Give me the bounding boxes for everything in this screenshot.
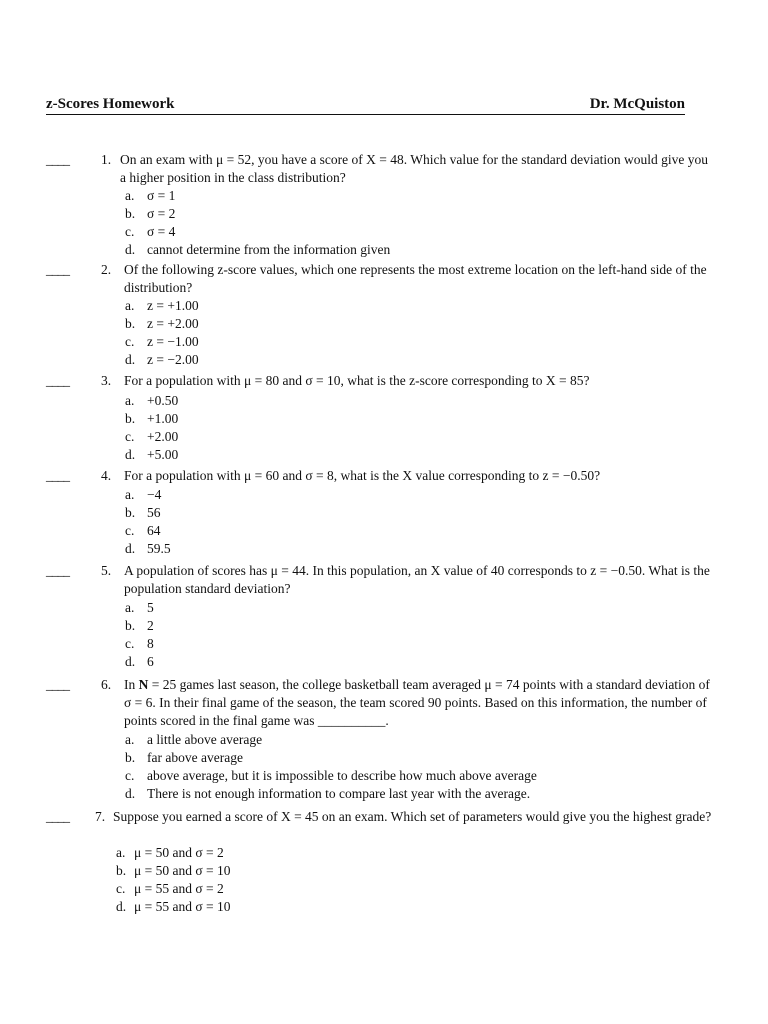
option-c[interactable]: c. 8 [125,636,154,651]
option-list [125,297,199,369]
answer-blank[interactable]: ____ [46,677,69,692]
option-d[interactable]: d. z = −2.00 [125,352,199,367]
question-text: For a population with μ = 80 and σ = 10, what is the z-score corresponding to X = 85? [124,373,590,388]
option-d[interactable]: d. 6 [125,654,154,669]
answer-blank[interactable]: ____ [46,373,69,388]
option-list [125,731,537,803]
option-c[interactable]: c. above average, but it is impossible to describe how much above average [125,768,537,783]
option-list [125,486,171,558]
option-b[interactable]: b. z = +2.00 [125,316,199,331]
question-text: A population of scores has μ = 44. In this population, an X value of 40 corresponds to z = −0.50. What is the population standard deviation? [124,563,710,596]
option-b[interactable]: b. 56 [125,505,161,520]
option-list [125,599,154,671]
question-number: 7. [95,809,106,824]
question-text: Suppose you earned a score of X = 45 on an exam. Which set of parameters would give you the highest grade? [113,809,712,824]
question-number: 6. [101,677,112,692]
page-header [46,94,685,115]
option-d[interactable]: d. μ = 55 and σ = 10 [116,899,231,914]
question-text: Of the following z-score values, which one represents the most extreme location on the left-hand side of the distribution? [124,262,707,295]
option-a[interactable]: a. 5 [125,600,154,615]
option-b[interactable]: b. σ = 2 [125,206,176,221]
question-text: In N = 25 games last season, the college basketball team averaged μ = 74 points with a standard deviation of σ = 6. In their final game of the season, the team scored 90 points. Based on this information, the number of points scored in the final game was __________. [124,677,710,728]
document-title: z-Scores Homework [46,96,175,112]
option-a[interactable]: a. a little above average [125,732,263,747]
question-number: 5. [101,563,112,578]
option-c[interactable]: c. σ = 4 [125,224,176,239]
option-a[interactable]: a. +0.50 [125,393,179,408]
option-list [125,187,390,259]
option-a[interactable]: a. −4 [125,487,162,502]
option-b[interactable]: b. far above average [125,750,243,765]
option-d[interactable]: d. cannot determine from the information given [125,242,391,257]
answer-blank[interactable]: ____ [46,152,69,167]
option-a[interactable]: a. z = +1.00 [125,298,199,313]
option-list [116,844,230,916]
option-b[interactable]: b. 2 [125,618,154,633]
option-c[interactable]: c. 64 [125,523,161,538]
option-c[interactable]: c. +2.00 [125,429,179,444]
option-list [125,392,178,464]
question-text: On an exam with μ = 52, you have a score of X = 48. Which value for the standard deviation would give you a higher position in the class distribution? [120,152,708,185]
question-number: 4. [101,468,112,483]
answer-blank[interactable]: ____ [46,468,69,483]
question-text: For a population with μ = 60 and σ = 8, what is the X value corresponding to z = −0.50? [124,468,601,483]
option-a[interactable]: a. σ = 1 [125,188,176,203]
option-c[interactable]: c. μ = 55 and σ = 2 [116,881,224,896]
option-b[interactable]: b. μ = 50 and σ = 10 [116,863,231,878]
answer-blank[interactable]: ____ [46,563,69,578]
option-c[interactable]: c. z = −1.00 [125,334,199,349]
question-number: 2. [101,262,112,277]
question-number: 3. [101,373,112,388]
option-d[interactable]: d. There is not enough information to compare last year with the average. [125,786,531,801]
option-d[interactable]: d. 59.5 [125,541,171,556]
author-name: Dr. McQuiston [589,96,685,112]
option-a[interactable]: a. μ = 50 and σ = 2 [116,845,224,860]
option-b[interactable]: b. +1.00 [125,411,179,426]
question-number: 1. [101,152,112,167]
option-d[interactable]: d. +5.00 [125,447,179,462]
answer-blank[interactable]: ____ [46,809,69,824]
answer-blank[interactable]: ____ [46,262,69,277]
